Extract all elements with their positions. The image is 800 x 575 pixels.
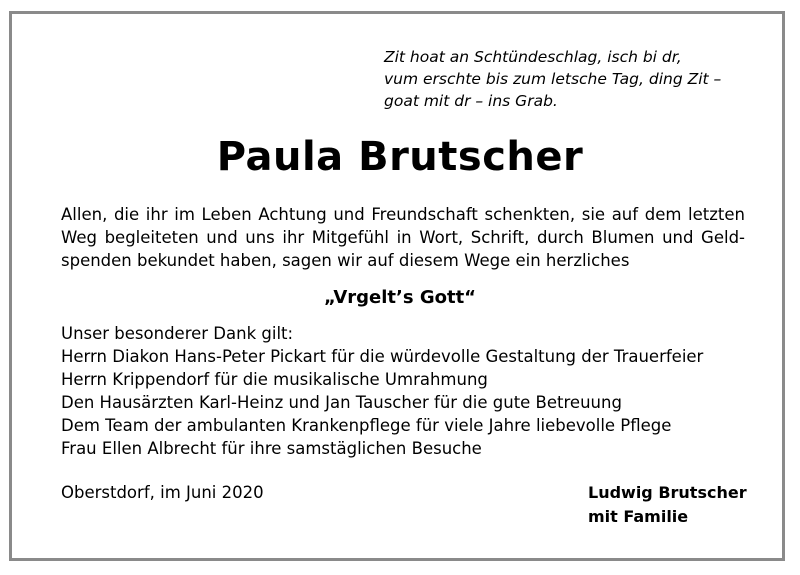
signature-family: mit Familie	[588, 507, 689, 526]
poem-line: Zit hoat an Schtündeschlag, isch bi dr,	[384, 48, 682, 66]
thanks-item: Dem Team der ambulanten Krankenpflege für viele Jahre liebevolle Pflege	[61, 416, 672, 435]
place-date: Oberstdorf, im Juni 2020	[61, 483, 264, 502]
poem-line: vum erschte bis zum letsche Tag, ding Zit –	[384, 70, 722, 88]
thank-you-message	[61, 203, 745, 272]
deceased-name: Paula Brutscher	[216, 134, 584, 180]
vergelts-gott-heading: „Vrgelt’s Gott“	[323, 287, 477, 308]
poem-line: goat mit dr – ins Grab.	[384, 92, 558, 110]
signature-name: Ludwig Brutscher	[588, 483, 747, 502]
message-line: Allen, die ihr im Leben Achtung und Freundschaft schenkten, sie auf dem letzten	[61, 205, 745, 224]
thanks-item: Herrn Krippendorf für die musikalische Umrahmung	[61, 370, 488, 389]
message-line: Weg begleiteten und uns ihr Mitgefühl in Wort, Schrift, durch Blumen und Geld-	[61, 228, 745, 247]
poem	[384, 46, 764, 112]
thanks-intro: Unser besonderer Dank gilt:	[61, 324, 294, 343]
thanks-item: Herrn Diakon Hans-Peter Pickart für die würdevolle Gestaltung der Trauerfeier	[61, 347, 704, 366]
signature	[588, 481, 747, 529]
special-thanks	[61, 322, 761, 460]
thanks-item: Den Hausärzten Karl-Heinz und Jan Tauscher für die gute Betreuung	[61, 393, 622, 412]
message-line: spenden bekundet haben, sagen wir auf diesem Wege ein herzliches	[61, 251, 630, 270]
thanks-item: Frau Ellen Albrecht für ihre samstäglichen Besuche	[61, 439, 482, 458]
